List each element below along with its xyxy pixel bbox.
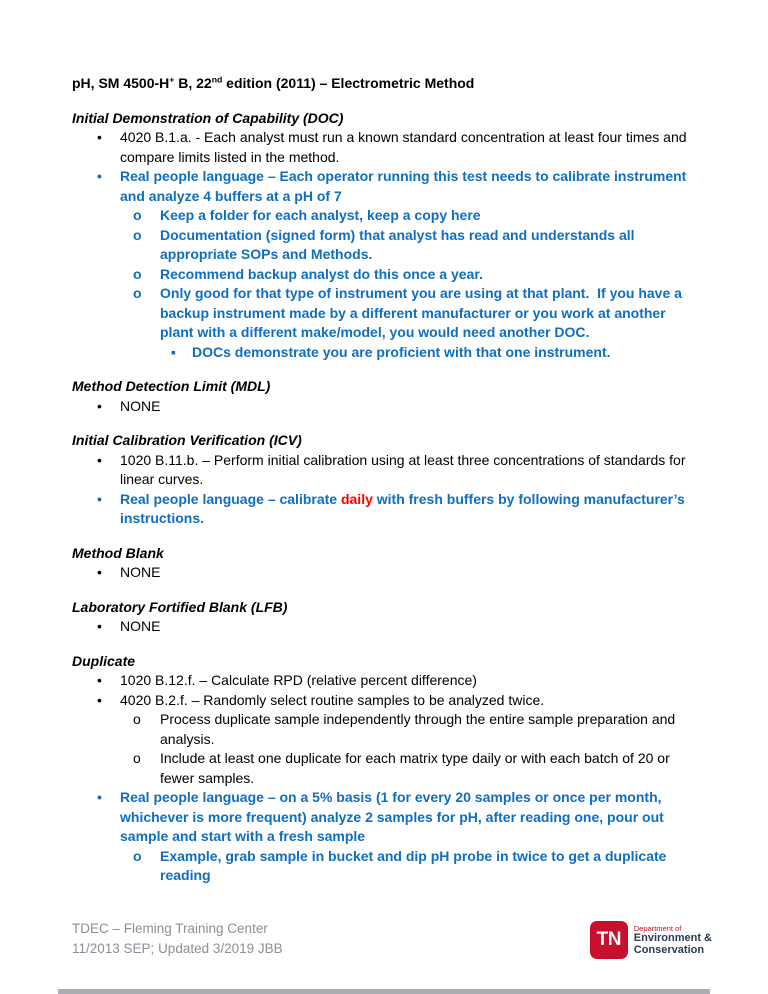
item-text-run: Example, grab sample in bucket and dip pH probe in twice to get a duplicate reading (160, 847, 671, 883)
tn-logo-icon (590, 921, 628, 959)
list-item (72, 691, 696, 711)
bullet-level-1-icon: • (97, 691, 102, 708)
list-item (72, 265, 696, 285)
item-text-run: daily (340, 490, 373, 507)
list-item-text (120, 671, 696, 691)
item-text-run: Process duplicate sample independently through the entire sample preparation and analysis. (160, 711, 680, 747)
list-item (72, 847, 696, 886)
list-item (72, 490, 696, 529)
bullet-level-2-icon: o (133, 711, 141, 727)
bullet-level-2-icon: o (133, 750, 141, 766)
list-item (72, 128, 696, 167)
item-text-run: Only good for that type of instrument you are using at that plant. If you have a backup instrument made by a different manufacturer or you work at another plant with a different make/model, you would need another DOC. (160, 285, 686, 340)
page-edge-divider (58, 989, 710, 994)
section-heading: Initial Demonstration of Capability (DOC) (72, 109, 344, 126)
section-heading: Duplicate (72, 652, 136, 669)
list-item-text (192, 343, 696, 363)
item-text-run: Real people language – on a 5% basis (1 for every 20 samples or once per month, whichever is more frequent) analyze 2 samples for pH, after reading one, pour out sample and start with a fresh sample (120, 789, 668, 844)
item-text-run: 4020 B.1.a. - Each analyst must run a known standard concentration at least four times and compare limits listed in the method. (120, 129, 691, 165)
list-item-text (160, 226, 696, 265)
list-item-text (160, 265, 696, 285)
bullet-level-1-icon: • (97, 490, 102, 507)
section (72, 109, 696, 363)
item-text-run: NONE (120, 618, 161, 634)
list-item-text (160, 206, 696, 226)
logo-text (634, 923, 712, 957)
bullet-level-2-icon: o (133, 226, 142, 243)
item-text-run: Documentation (signed form) that analyst has read and understands all appropriate SOPs and Methods. (160, 226, 639, 262)
item-text-run: NONE (120, 564, 161, 580)
section (72, 652, 696, 886)
list-item-text (120, 691, 696, 711)
list-item-text (120, 128, 696, 167)
list-item (72, 226, 696, 265)
title-superscript-nd: nd (211, 74, 223, 85)
item-text-run: Real people language – Each operator running this test needs to calibrate instrument and analyze 4 buffers at a pH of 7 (120, 168, 691, 204)
list-item-text (160, 749, 696, 788)
item-text-run: Include at least one duplicate for each matrix type daily or with each batch of 20 or fewer samples. (160, 750, 674, 786)
logo-department-of-label: Department of (633, 924, 682, 934)
list-item-text (120, 563, 696, 583)
section (72, 377, 696, 416)
list-item-text (120, 788, 696, 847)
bullet-level-1-icon: • (97, 168, 102, 184)
list-item (72, 563, 696, 583)
list-item-text (160, 284, 696, 343)
bullet-level-1-icon: • (97, 564, 102, 580)
list-item (72, 788, 696, 847)
item-text-run: 1020 B.11.b. – Perform initial calibration using at least three concentrations of standards for linear curves. (120, 451, 690, 487)
item-text-run: 1020 B.12.f. – Calculate RPD (relative percent difference) (120, 672, 477, 688)
list-item (72, 671, 696, 691)
page-footer (72, 919, 712, 959)
list-item-text (120, 490, 696, 529)
footer-line-2: 11/2013 SEP; Updated 3/2019 JBB (72, 941, 283, 956)
bullet-level-2-icon: o (133, 207, 142, 223)
list-item (72, 206, 696, 226)
list-item (72, 617, 696, 637)
list-item (72, 451, 696, 490)
logo-conservation-label: Conservation (633, 944, 705, 957)
list-item-text (120, 167, 696, 206)
list-item (72, 397, 696, 417)
footer-text (72, 919, 283, 959)
document-body (72, 109, 696, 886)
item-text-run: Recommend backup analyst do this once a year. (160, 265, 483, 282)
bullet-level-3-icon: ▪ (171, 343, 176, 360)
document-title (72, 74, 696, 94)
section-heading: Initial Calibration Verification (ICV) (72, 432, 302, 448)
item-text-run: 4020 B.2.f. – Randomly select routine samples to be analyzed twice. (120, 691, 545, 708)
title-text: pH, SM 4500-H (72, 75, 170, 91)
list-item (72, 284, 696, 343)
section (72, 544, 696, 583)
item-text-run: Real people language – calibrate (120, 490, 341, 507)
section-heading: Laboratory Fortified Blank (LFB) (72, 598, 288, 615)
tn-department-logo (590, 921, 712, 959)
title-text: B, 22 (174, 75, 212, 91)
bullet-level-1-icon: • (97, 129, 102, 145)
list-item-text (120, 397, 696, 417)
list-item-text (160, 710, 696, 749)
bullet-level-1-icon: • (97, 789, 102, 805)
logo-environment-label: Environment & (633, 932, 712, 945)
footer-line-1: TDEC – Fleming Training Center (72, 921, 268, 936)
item-text-run: with fresh buffers by following manufacturer’s instructions. (120, 490, 689, 526)
list-item (72, 749, 696, 788)
item-text-run: NONE (120, 397, 161, 414)
section-heading: Method Detection Limit (MDL) (72, 378, 271, 394)
item-text-run: DOCs demonstrate you are proficient with that one instrument. (192, 343, 611, 360)
bullet-level-2-icon: o (133, 285, 142, 301)
list-item (72, 167, 696, 206)
section (72, 431, 696, 529)
bullet-level-1-icon: • (97, 618, 102, 634)
bullet-level-2-icon: o (133, 265, 142, 282)
list-item (72, 710, 696, 749)
item-text-run: Keep a folder for each analyst, keep a copy here (160, 207, 481, 223)
bullet-level-1-icon: • (97, 397, 102, 414)
section-heading: Method Blank (72, 544, 164, 561)
list-item-text (160, 847, 696, 886)
tn-logo-letters: TN (596, 929, 621, 950)
document-content (72, 74, 696, 886)
section (72, 598, 696, 637)
bullet-level-1-icon: • (97, 451, 102, 468)
list-item-text (120, 451, 696, 490)
list-item (72, 343, 696, 363)
bullet-level-2-icon: o (133, 847, 142, 864)
bullet-level-1-icon: • (97, 672, 102, 688)
list-item-text (120, 617, 696, 637)
title-text: edition (2011) – Electrometric Method (222, 75, 475, 91)
title-superscript-plus: + (169, 74, 175, 85)
